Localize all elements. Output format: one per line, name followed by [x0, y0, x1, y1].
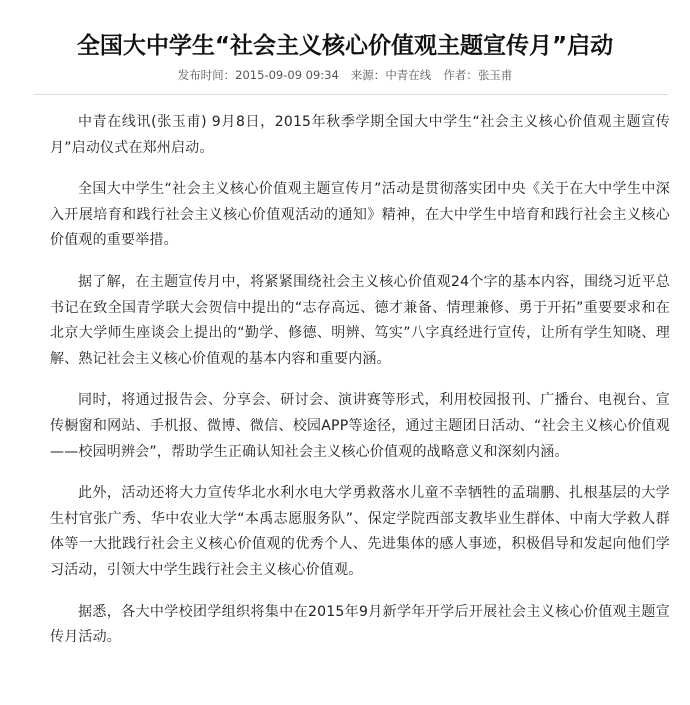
- article-meta: [0, 67, 690, 83]
- paragraph: 同时，将通过报告会、分享会、研讨会、演讲赛等形式，利用校园报刊、广播台、电视台、宣传橱窗和网站、手机报、微博、微信、校园APP等途径，通过主题团日活动、“社会主义核心价值观——校园明辨会”，帮助学生正确认知社会主义核心价值观的战略意义和深刻内涵。: [50, 392, 670, 460]
- article-body: [50, 110, 670, 667]
- paragraph: 中青在线讯(张玉甫) 9月8日，2015年秋季学期全国大中学生“社会主义核心价值观主题宣传月”启动仪式在郑州启动。: [50, 114, 670, 156]
- author-label: 作者：: [443, 68, 478, 82]
- paragraph: 此外，活动还将大力宣传华北水利水电大学勇救落水儿童不幸牺牲的孟瑞鹏、扎根基层的大学生村官张广秀、华中农业大学“本禹志愿服务队”、保定学院西部支教毕业生群体、中南大学救人群体等一大批践行社会主义核心价值观的优秀个人、先进集体的感人事迹，积极倡导和发起向他们学习活动，引领大中学生践行社会主义核心价值观。: [50, 485, 670, 578]
- paragraph: 据悉，各大中学校团学组织将集中在2015年9月新学年开学后开展社会主义核心价值观主题宣传月活动。: [50, 603, 670, 646]
- author: 张玉甫: [477, 68, 513, 82]
- source: 中青在线: [385, 68, 432, 82]
- meta-divider: [34, 94, 668, 95]
- paragraph: 全国大中学生“社会主义核心价值观主题宣传月”活动是贯彻落实团中央《关于在大中学生中深入开展培育和践行社会主义核心价值观活动的通知》精神，在大中学生中培育和践行社会主义核心价值观的重要举措。: [50, 181, 670, 249]
- publish-time: 2015-09-09 09:34: [235, 68, 339, 82]
- article-title: 全国大中学生“社会主义核心价值观主题宣传月”启动: [76, 33, 614, 60]
- source-label: 来源：: [350, 68, 386, 82]
- publish-time-label: 发布时间：: [177, 68, 236, 82]
- paragraph: 据了解，在主题宣传月中，将紧紧围绕社会主义核心价值观24个字的基本内容，围绕习近平总书记在致全国青学联大会贺信中提出的“志存高远、德才兼备、情理兼修、勇于开拓”重要要求和在北京大学师生座谈会上提出的“勤学、修德、明辨、笃实”八字真经进行宣传，让所有学生知晓、理解、熟记社会主义核心价值观的基本内容和重要内涵。: [50, 273, 670, 367]
